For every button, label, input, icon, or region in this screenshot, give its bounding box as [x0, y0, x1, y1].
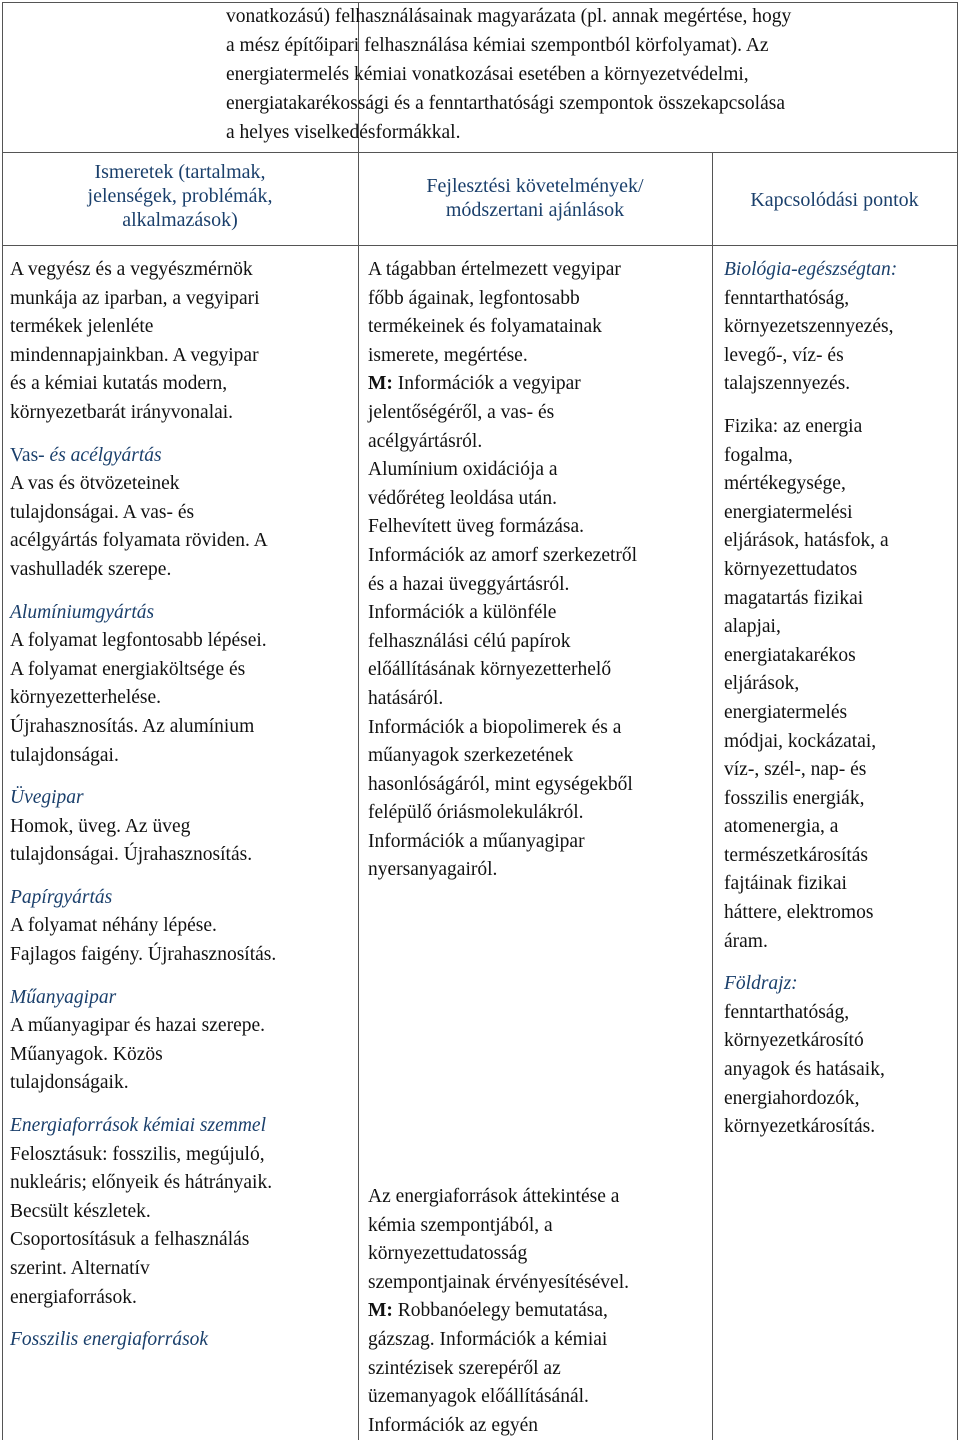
text-line: természetkárosítás — [724, 844, 869, 866]
text-line: szerint. Alternatív — [10, 1258, 150, 1279]
m-line — [368, 1297, 710, 1326]
text-line: környezetterhelése. — [10, 687, 162, 709]
column-kapcsolodasi — [724, 256, 956, 1142]
text-line: atomenergia, a — [724, 816, 839, 838]
text-line: energiatakarékos — [724, 644, 856, 666]
header-line: Fejlesztési követelmények/ — [426, 175, 644, 197]
text-line: Csoportosításuk a felhasználás — [10, 1229, 250, 1251]
header-bottom-border — [2, 245, 958, 246]
text-line: alapjai, — [724, 616, 781, 638]
text-line: A műanyagipar és hazai szerepe. — [10, 1015, 266, 1037]
text-line: mértékegysége, — [724, 473, 846, 495]
text-line: felépülő óriásmolekulákról. — [368, 802, 584, 824]
header-kapcsolodasi — [712, 188, 957, 212]
text-line: fajtáinak fizikai — [724, 873, 847, 895]
header-line: módszertani ajánlások — [445, 199, 625, 221]
text-line: tulajdonságai. — [10, 744, 119, 766]
text-line: környezettudatos — [724, 558, 858, 580]
text-line: Homok, üveg. Az üveg — [10, 815, 191, 837]
section-title-vas — [10, 442, 356, 471]
text-line: felhasználási célú papírok — [368, 630, 571, 652]
text-line: termékeinek és folyamatainak — [368, 316, 602, 338]
text-line: műanyagok szerkezetének — [368, 745, 574, 767]
text-line: tulajdonságai. A vas- és — [10, 501, 195, 523]
m-label: M: — [368, 1300, 393, 1322]
text-line: magatartás fizikai — [724, 587, 864, 609]
top-goal-text — [226, 2, 956, 147]
text-line: környezetbarát irányvonalai. — [10, 401, 234, 423]
top-line: vonatkozású) felhasználásainak magyarázata (pl. annak megértése, hogy — [226, 6, 792, 27]
text-line: A folyamat energiaköltsége és — [10, 658, 246, 680]
section-title-energia: Energiaforrások kémiai szemmel — [10, 1115, 266, 1137]
section-title-muanyag: Műanyagipar — [10, 986, 117, 1008]
text-line: és a hazai üveggyártásról. — [368, 573, 570, 595]
text-line: fenntarthatóság, — [724, 287, 850, 309]
text-line: környezettudatosság — [368, 1243, 528, 1265]
header-line: Kapcsolódási pontok — [750, 189, 919, 211]
text-part: Információk a vegyipar — [392, 373, 581, 395]
text-line: kémia szempontjából, a — [368, 1214, 553, 1236]
text-line: A vegyész és a vegyészmérnök — [10, 259, 253, 280]
text-line: tulajdonságaik. — [10, 1072, 129, 1094]
text-line: eljárások, — [724, 673, 800, 695]
text-line: főbb ágainak, legfontosabb — [368, 287, 580, 309]
text-line: Felosztásuk: fosszilis, megújuló, — [10, 1143, 265, 1165]
top-line: a mész építőipari felhasználása kémiai szempontból körfolyamat). Az — [226, 35, 769, 56]
column-ismeretek — [10, 256, 356, 1355]
text-line: anyagok és hatásaik, — [724, 1059, 885, 1081]
top-line: a helyes viselkedésformákkal. — [226, 122, 461, 143]
text-line: acélgyártás folyamata röviden. A — [10, 530, 268, 552]
text-line: eljárások, hatásfok, a — [724, 530, 889, 552]
column-fejlesztesi-energia — [368, 1183, 710, 1440]
text-line: energiahordozók, — [724, 1087, 860, 1109]
header-line: Ismeretek (tartalmak, — [94, 161, 266, 183]
top-line: energiatermelés kémiai vonatkozásai esetében a környezetvédelmi, — [226, 64, 749, 85]
header-ismeretek — [2, 160, 358, 232]
text-line: Újrahasznosítás. Az alumínium — [10, 715, 255, 737]
text-line: üzemanyagok előállításánál. — [368, 1386, 589, 1408]
subject-title-fizika: Fizika: az energia — [724, 415, 863, 437]
text-line: nyersanyagairól. — [368, 859, 498, 881]
text-line: termékek jelenléte — [10, 316, 154, 338]
text-line: fosszilis energiák, — [724, 787, 865, 809]
text-line: környezetkárosító — [724, 1030, 864, 1052]
text-line: energiatermelési — [724, 501, 853, 523]
text-line: hatásáról. — [368, 687, 444, 709]
header-line: jelenségek, problémák, — [87, 185, 273, 207]
title-part: és acélgyártás — [44, 444, 162, 466]
text-line: tulajdonságai. Újrahasznosítás. — [10, 844, 253, 866]
column-divider-2 — [712, 152, 713, 1440]
header-fejlesztesi — [358, 174, 712, 222]
text-line: vashulladék szerepe. — [10, 558, 172, 580]
text-line: és a kémiai kutatás modern, — [10, 373, 228, 395]
m-line — [368, 370, 710, 399]
intro-block — [10, 256, 356, 428]
text-line: ismerete, megértése. — [368, 344, 528, 366]
text-line: energiatermelés — [724, 701, 848, 723]
text-line: gázszag. Információk a kémiai — [368, 1328, 608, 1350]
subject-title-biologia: Biológia-egészségtan: — [724, 259, 898, 280]
text-line: Fajlagos faigény. Újrahasznosítás. — [10, 944, 277, 966]
text-line: Információk a műanyagipar — [368, 830, 585, 852]
text-line: A vas és ötvözeteinek — [10, 473, 180, 495]
section-title-fosszilis: Fosszilis energiaforrások — [10, 1329, 209, 1351]
text-line: fogalma, — [724, 444, 793, 466]
text-line: környezetszennyezés, — [724, 316, 894, 338]
text-line: A tágabban értelmezett vegyipar — [368, 259, 621, 280]
text-line: fenntarthatóság, — [724, 1001, 850, 1023]
column-fejlesztesi — [368, 256, 710, 885]
text-line: Információk az egyén — [368, 1414, 538, 1436]
text-line: munkája az iparban, a vegyipari — [10, 287, 260, 309]
text-line: víz-, szél-, nap- és — [724, 759, 867, 781]
text-line: Becsült készletek. — [10, 1200, 151, 1222]
title-part: Vas- — [10, 444, 45, 466]
text-line: Felhevített üveg formázása. — [368, 516, 585, 538]
text-line: háttere, elektromos — [724, 902, 874, 924]
text-line: szempontjainak érvényesítésével. — [368, 1271, 629, 1293]
text-line: levegő-, víz- és — [724, 344, 844, 366]
text-line: Információk a különféle — [368, 602, 557, 624]
text-line: Alumínium oxidációja a — [368, 459, 558, 481]
text-line: előállításának környezetterhelő — [368, 659, 612, 681]
text-line: talajszennyezés. — [724, 373, 851, 395]
subject-title-foldrajz: Földrajz: — [724, 973, 798, 995]
table-right-border — [957, 2, 958, 1440]
text-line: Információk az amorf szerkezetről — [368, 544, 638, 566]
text-line: áram. — [724, 930, 768, 952]
text-line: Műanyagok. Közös — [10, 1043, 163, 1065]
text-line: energiaforrások. — [10, 1286, 137, 1308]
section-title-papir: Papírgyártás — [10, 886, 113, 908]
text-line: Az energiaforrások áttekintése a — [368, 1186, 620, 1207]
text-line: módjai, kockázatai, — [724, 730, 877, 752]
text-line: hasonlóságáról, mint egységekből — [368, 773, 633, 795]
m-label: M: — [368, 373, 393, 395]
text-line: környezetkárosítás. — [724, 1116, 876, 1138]
header-top-border — [2, 152, 958, 153]
text-line: nukleáris; előnyeik és hátrányaik. — [10, 1172, 273, 1194]
text-line: védőréteg leoldása után. — [368, 487, 557, 509]
section-title-alu: Alumíniumgyártás — [10, 601, 155, 623]
section-title-uveg: Üvegipar — [10, 787, 84, 809]
text-line: A folyamat legfontosabb lépései. — [10, 630, 267, 652]
top-line: energiatakarékossági és a fenntarthatósági szempontok összekapcsolása — [226, 93, 785, 114]
text-line: Információk a biopolimerek és a — [368, 716, 622, 738]
text-line: jelentőségéről, a vas- és — [368, 401, 555, 423]
text-line: acélgyártásról. — [368, 430, 483, 452]
text-line: A folyamat néhány lépése. — [10, 915, 217, 937]
text-line: mindennapjainkban. A vegyipar — [10, 344, 259, 366]
text-part: Robbanóelegy bemutatása, — [392, 1300, 608, 1322]
header-line: alkalmazások) — [122, 209, 238, 231]
text-line: szintézisek szerepéről az — [368, 1357, 561, 1379]
